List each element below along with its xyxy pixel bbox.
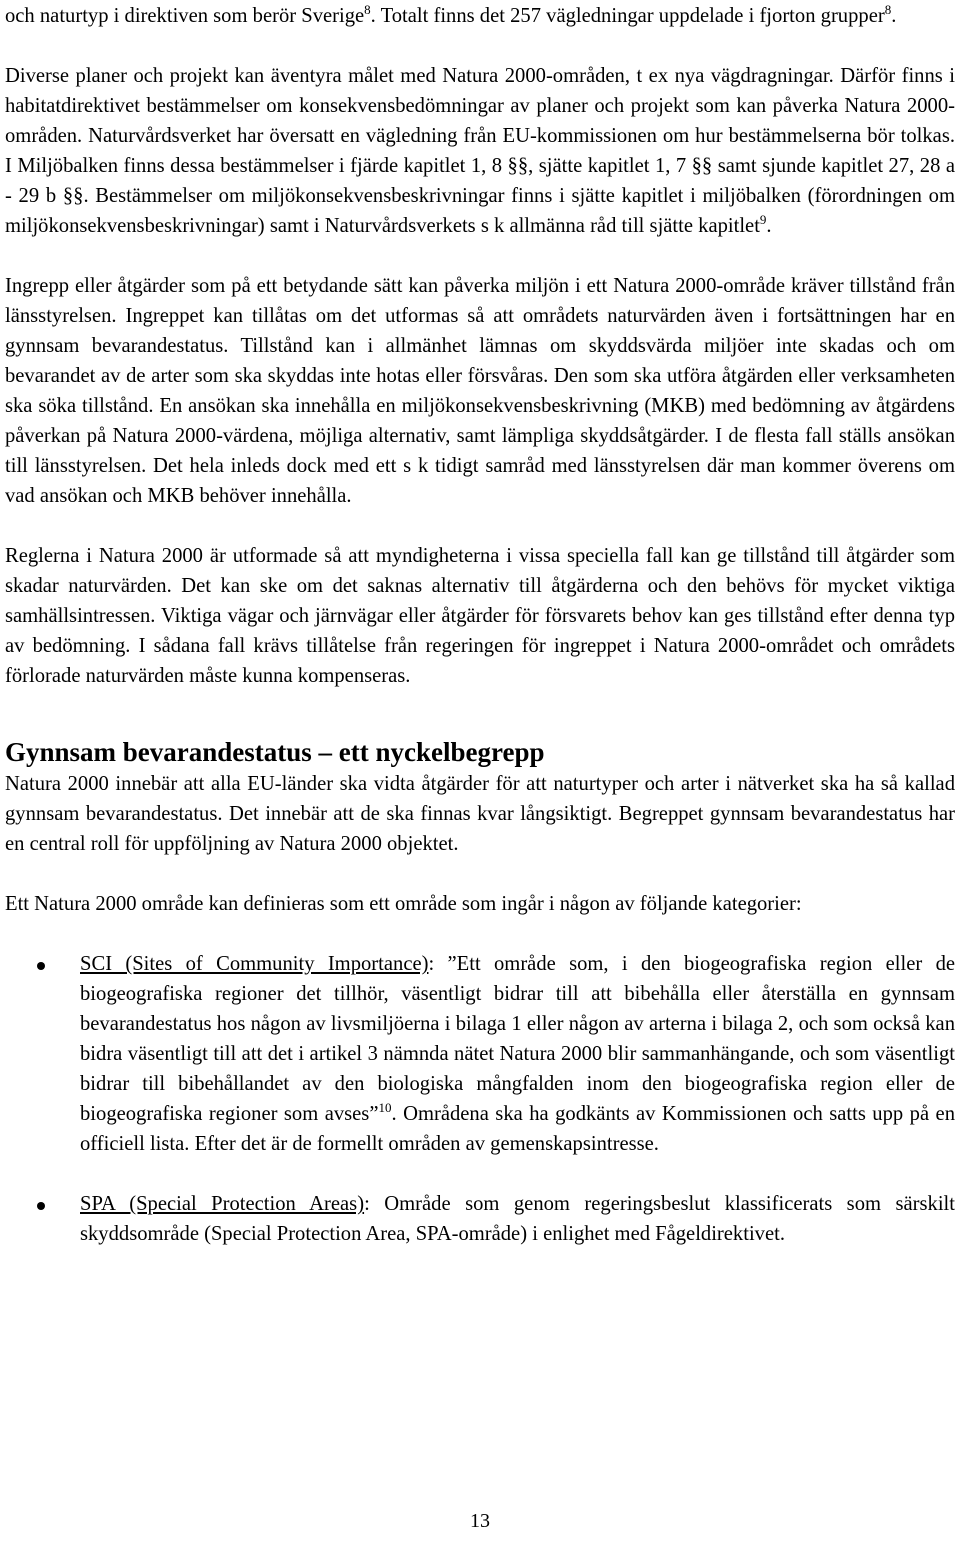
term-spa: SPA (Special Protection Areas) [80,1193,365,1215]
permit-paragraph: Ingrepp eller åtgärder som på ett betydande sätt kan påverka miljön i ett Natura 2000-område kräver tillstånd från länsstyrelsen. Ingreppet kan tillåtas om det utformas så att områdets naturvärden även i fortsättningen har en gynnsam bevarandestatus. Tillstånd kan i allmänhet lämnas om skyddsvärda miljöer inte skadas och om bevarandet av de arter som ska skyddas inte hotas eller försvåras. Den som ska utföra åtgärden eller verksamheten ska söka tillstånd. En ansökan ska innehålla en miljökonsekvensbeskrivning (MKB) med bedömning av åtgärdens påverkan på Natura 2000-värdena, möjliga alternativ, samt lämpliga skyddsåtgärder. I de flesta fall ställs ansökan till länsstyrelsen. Det hela inleds dock med ett s k tidigt samråd med länsstyrelsen där man kommer överens om vad ansökan och MKB behöver innehålla. [5,275,955,507]
term-sci: SCI (Sites of Community Importance) [80,953,429,975]
rules-paragraph: Reglerna i Natura 2000 är utformade så att myndigheterna i vissa speciella fall kan ge tillstånd till åtgärder som skadar naturvärden. Det kan ske om det saknas alternativ till åtgärderna och den behövs för mycket viktiga samhällsintressen. Viktiga vägar och järnvägar eller åtgärder för försvarets behov kan ges tillstånd efter denna typ av bedömning. I sådana fall krävs tillåtelse från regeringen för ingreppet i Natura 2000-området och områdets förlorade naturvärden måste kunna kompenseras. [5,545,955,687]
page-number: 13 [470,1510,490,1532]
section-heading: Gynnsam bevarandestatus – ett nyckelbegrepp [5,737,545,767]
document-page [5,1,955,1249]
text-run: . [891,5,897,27]
text-run: : Område som genom regeringsbeslut klassificerats som särskilt skyddsområde (Special Protection Area, SPA-område) i enlighet med Fågeldirektivet. [80,1193,955,1245]
categories-intro-paragraph: Ett Natura 2000 område kan definieras som ett område som ingår i någon av följande kategorier: [5,893,802,915]
footnote-ref: 8 [884,2,892,18]
footnote-ref: 9 [759,212,767,228]
bullet-icon [37,1202,45,1210]
text-run: . Områdena ska ha godkänts av Kommissionen och satts upp på en officiell lista. Efter det är de formellt områden av gemenskapsintresse. [80,1103,955,1155]
text-run: : ”Ett område som, i den biogeografiska region eller de biogeografiska regioner det tillhör, väsentligt bidrar till att bibehålla eller återställa en gynnsam bevarandestatus hos någon av livsmiljöerna i bilaga 1 eller någon av arterna i bilaga 2, och som också kan bidra väsentligt till att det i artikel 3 nämnda nätet Natura 2000 blir sammanhängande, och som väsentligt bidrar till bibehållandet av den biologiska mångfalden inom den biogeografiska region eller de biogeografiska regioner som avses” [80,953,956,1125]
list-item-sci [5,949,955,1159]
text-run: Diverse planer och projekt kan äventyra målet med Natura 2000-områden, t ex nya vägdragningar. Därför finns i habitatdirektivet bestämmelser om konsekvensbedömningar av planer och projekt som kan påverka Natura 2000-områden. Naturvårdsverket har översatt en vägledning från EU-kommissionen om hur bestämmelserna bör tolkas. I Miljöbalken finns dessa bestämmelser i fjärde kapitlet 1, 8 §§, sjätte kapitlet 1, 7 §§ samt sjunde kapitlet 27, 28 a - 29 b §§. Bestämmelser om miljökonsekvensbeskrivningar finns i sjätte kapitlet i miljöbalken (förordningen om miljökonsekvensbeskrivningar) samt i Naturvårdsverkets s k allmänna råd till sjätte kapitlet [5,65,955,237]
conservation-status-paragraph: Natura 2000 innebär att alla EU-länder ska vidta åtgärder för att naturtyper och arter i nätverket ska ha så kallad gynnsam bevarandestatus. Det innebär att de ska finnas kvar långsiktigt. Begreppet gynnsam bevarandestatus har en central roll för uppföljning av Natura 2000 objektet. [5,773,955,855]
text-run: . Totalt finns det 257 vägledningar uppdelade i fjorton grupper [370,5,885,27]
category-list [5,949,955,1249]
intro-paragraph [5,1,955,31]
text-run: . [766,215,772,237]
footnote-ref: 10 [378,1100,392,1116]
bullet-icon [37,962,45,970]
footnote-ref: 8 [364,2,371,18]
plans-projects-paragraph [5,61,955,241]
text-run: och naturtyp i direktiven som berör Sverige [5,5,365,27]
list-item-spa [5,1189,955,1249]
